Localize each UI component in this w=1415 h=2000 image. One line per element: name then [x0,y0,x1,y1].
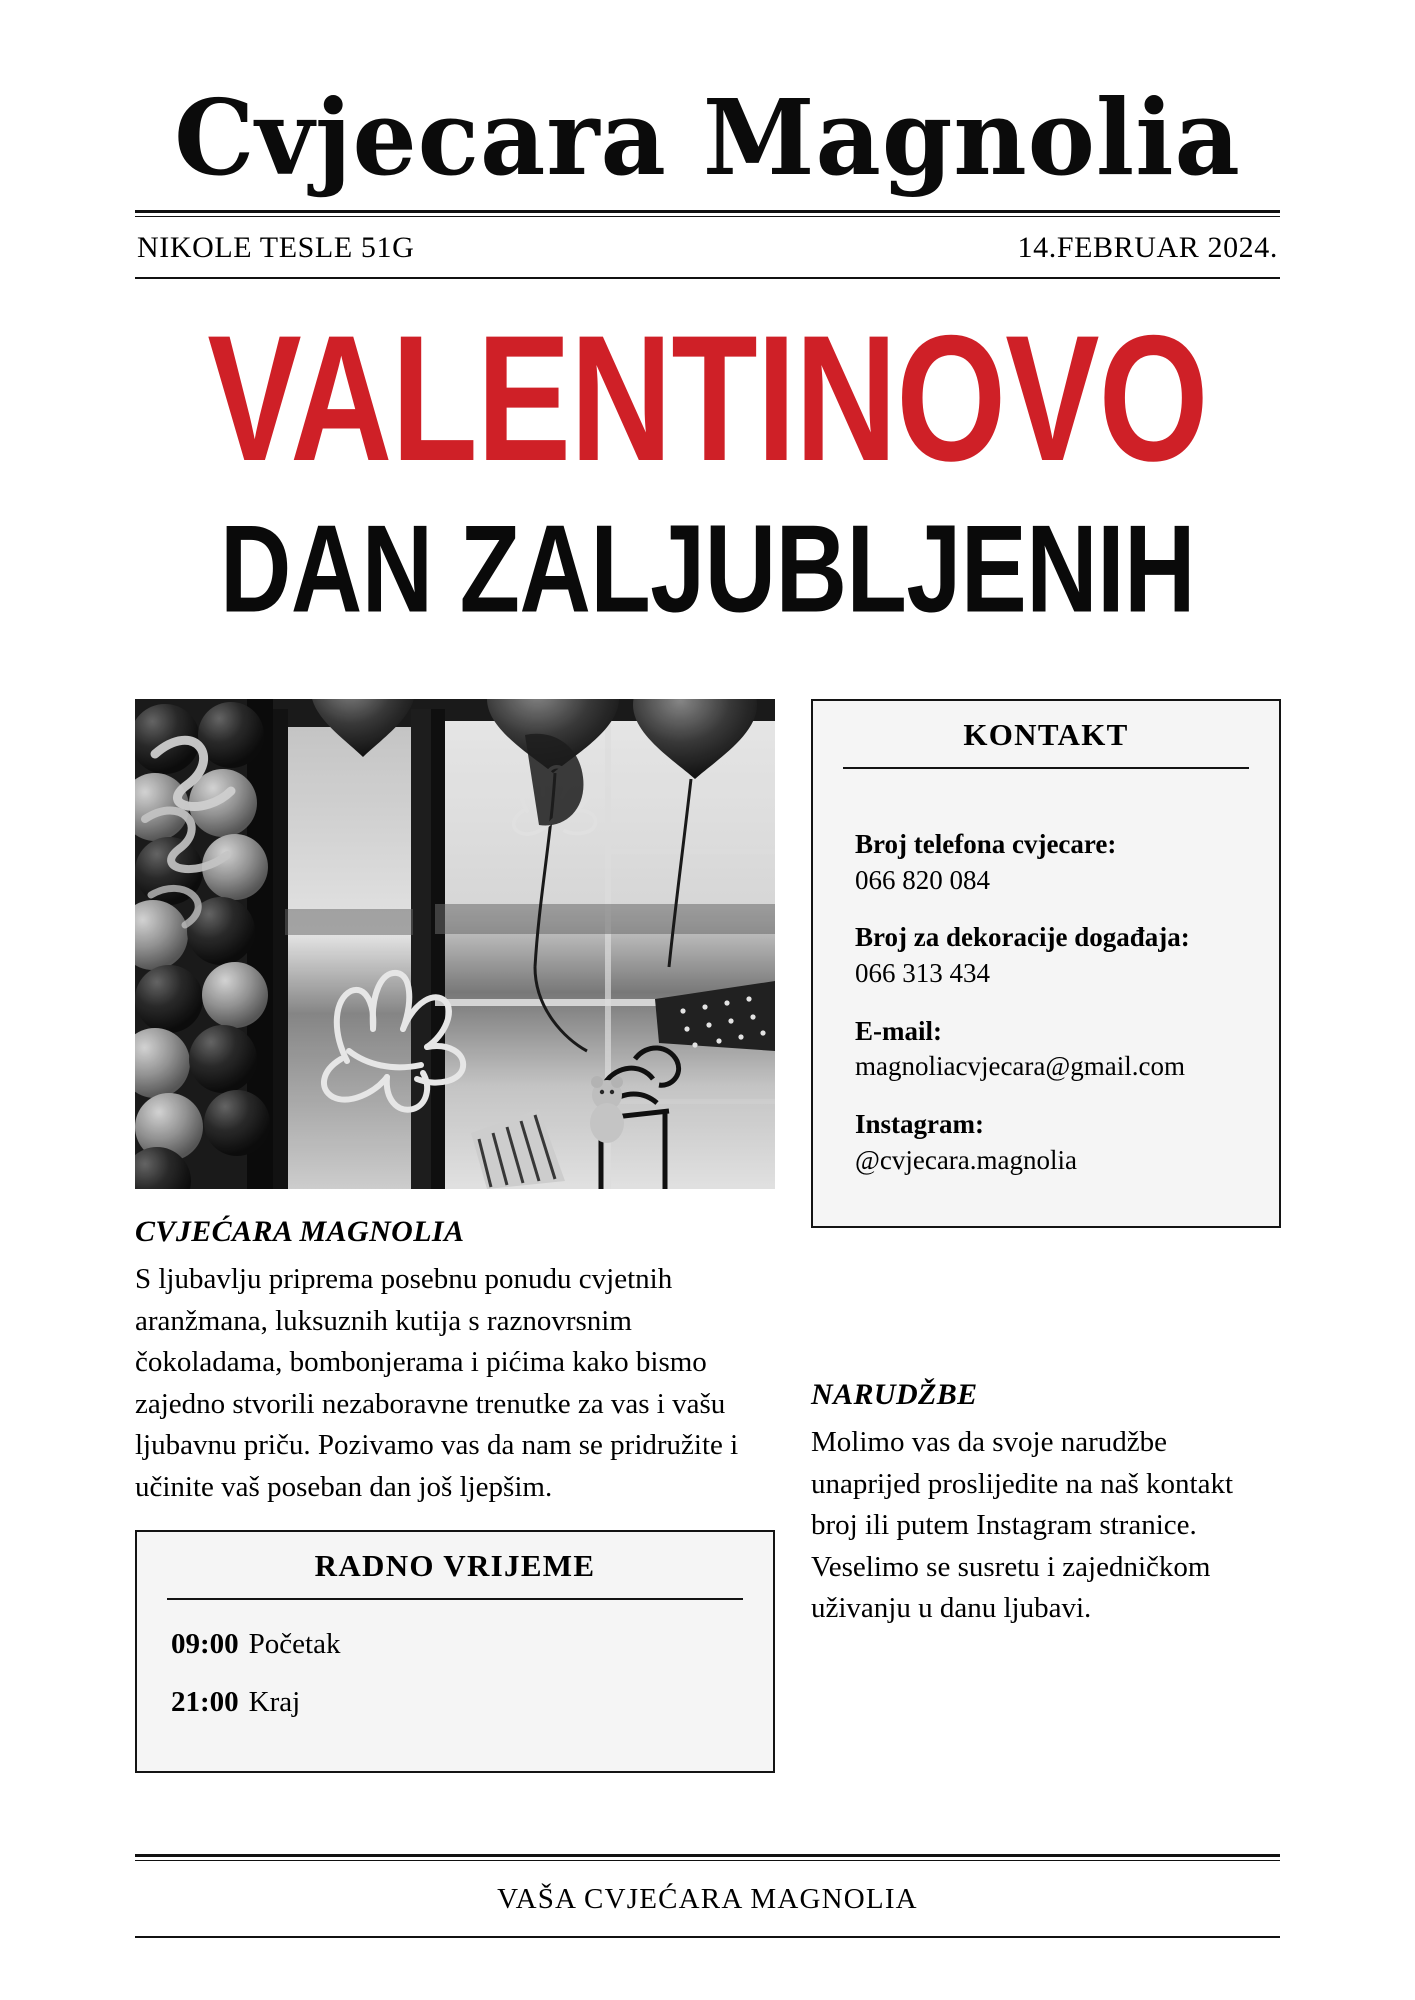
storefront-photo [135,699,775,1189]
footer [135,1836,1280,1938]
article-body: S ljubavlju priprema posebnu ponudu cvjetnih aranžmana, luksuznih kutija s raznovrsnim čokoladama, bombonjerama i pićima kako bismo zajedno stvorili nezaboravne trenutke za vas i vašu ljubavnu priču. Pozivamo vas da nam se pridružite i učinite vaš poseban dan još ljepšim. [135,1263,739,1503]
contact-item-email [855,1014,1237,1085]
contact-label: Broj telefona cvjecare: [855,829,1117,860]
hours-row [171,1626,739,1664]
contact-item-decoration-phone [855,920,1237,991]
hours-list [137,1600,773,1721]
headline-block [135,279,1280,640]
orders-heading: NARUDŽBE [811,1378,978,1412]
hours-row [171,1684,739,1722]
dateline [135,217,1280,277]
headline-primary: VALENTINOVO [207,298,1208,500]
article-heading: CVJEĆARA MAGNOLIA [135,1215,465,1249]
contact-box [811,699,1281,1228]
hours-box [135,1530,775,1773]
hours-title: RADNO VRIJEME [314,1547,596,1583]
contact-label: Instagram: [855,1108,984,1139]
contact-value[interactable]: 066 313 434 [855,958,990,989]
masthead-title: Cvjecara Magnolia [174,76,1241,199]
hours-time: 09:00 [171,1627,239,1660]
footer-divider-top [135,1854,1280,1861]
left-column [135,699,775,1773]
footer-text: VAŠA CVJEĆARA MAGNOLIA [497,1883,918,1915]
contact-value[interactable]: 066 820 084 [855,864,990,895]
masthead-divider-top [135,210,1280,217]
dateline-date: 14.FEBRUAR 2024. [1017,231,1278,265]
headline-secondary: DAN ZALJUBLJENIH [220,499,1195,640]
contact-item-phone [855,827,1237,898]
contact-label: Broj za dekoracije događaja: [855,922,1190,953]
contact-item-instagram [855,1107,1237,1178]
content-grid [135,699,1280,1773]
hours-label: Kraj [248,1685,301,1718]
orders-body: Molimo vas da svoje narudžbe unaprijed proslijedite na naš kontakt broj ili putem Instagram stranice. Veselimo se susretu i zajedničkom uživanju u danu ljubavi. [811,1426,1234,1625]
hours-label: Početak [248,1627,341,1660]
right-column [811,699,1281,1629]
orders-section [811,1378,1281,1629]
contact-list [813,769,1279,1178]
masthead [135,0,1280,199]
contact-label: E-mail: [855,1015,942,1046]
storefront-photo-graphic [135,699,775,1189]
contact-title: KONTAKT [963,717,1129,753]
dateline-address: NIKOLE TESLE 51G [137,231,415,265]
footer-divider-bottom [135,1936,1280,1938]
hours-time: 21:00 [171,1685,239,1718]
contact-value[interactable]: magnoliacvjecara@gmail.com [855,1051,1185,1082]
contact-value[interactable]: @cvjecara.magnolia [855,1144,1077,1175]
